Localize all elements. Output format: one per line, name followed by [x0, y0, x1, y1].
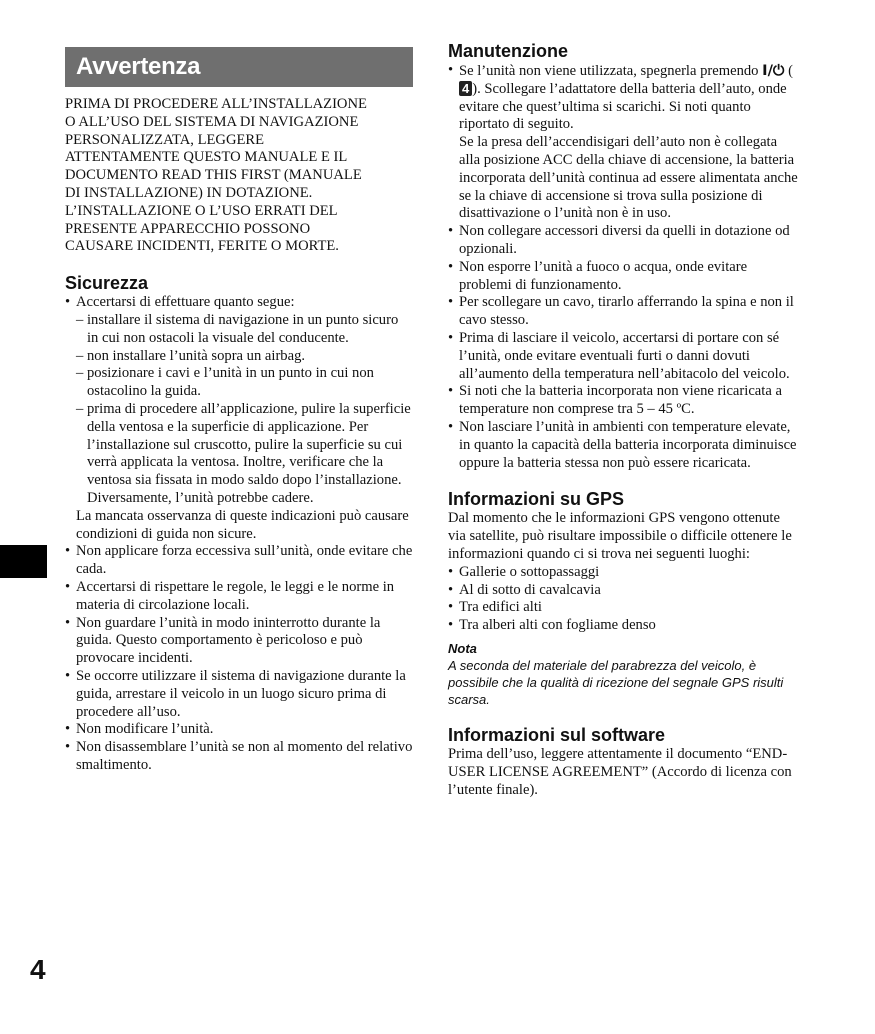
list-item: • Si noti che la batteria incorporata non viene ricaricata a temperature non comprese tra 5 – 45 ºC. [448, 383, 800, 419]
gps-intro: Dal momento che le informazioni GPS vengono ottenute via satellite, può risultare impossibile o difficile ottenere le informazioni quando ci si trova nei seguenti luoghi: [448, 510, 792, 562]
list-item: • Tra edifici alti [448, 599, 800, 617]
sub-list-item: – posizionare i cavi e l’unità in un punto in cui non ostacolino la guida. [76, 365, 413, 401]
maintenance-continuation: Se la presa dell’accendisigari dell’auto non è collegata alla posizione ACC della chiave di accensione, la batteria incorporata dell’unità continua ad essere alimentata anche se la chiave di accensione si trova sulla posizione di disattivazione o l’unità non è in uso. [459, 134, 798, 222]
list-item: • Tra alberi alti con fogliame denso [448, 617, 800, 635]
gps-heading: Informazioni su GPS [448, 489, 625, 510]
list-item: • Non applicare forza eccessiva sull’unità, onde evitare che cada. [65, 543, 413, 579]
warning-line: ATTENTAMENTE QUESTO MANUALE E IL [65, 149, 348, 166]
key-number-badge: 4 [459, 81, 472, 96]
power-button-symbol: I/⏻ [762, 62, 785, 79]
list-item: • Non disassemblare l’unità se non al momento del relativo smaltimento. [65, 739, 413, 775]
warning-line: O ALL’USO DEL SISTEMA DI NAVIGAZIONE [65, 113, 359, 130]
sub-list-item: – prima di procedere all’applicazione, pulire la superficie della ventosa e la superficie di applicazione. Per l’installazione sul cruscotto, pulire la superficie su cui verrà applicata la ventosa. Inoltre, verificare che la ventosa sia fissata in modo saldo dopo l’installazione. Diversamente, l’unità potrebbe cadere. [76, 401, 413, 508]
list-item: • Prima di lasciare il veicolo, accertarsi di portare con sé l’unità, onde evitare eventuali furti o danni dovuti all’aumento della temperatura nell’abitacolo del veicolo. [448, 330, 800, 383]
left-column [65, 40, 413, 775]
warning-line: PRESENTE APPARECCHIO POSSONO [65, 220, 311, 237]
note-label: Nota [448, 640, 477, 656]
list-item: • Non esporre l’unità a fuoco o acqua, onde evitare problemi di funzionamento. [448, 259, 800, 295]
list-item: • Per scollegare un cavo, tirarlo afferrando la spina e non il cavo stesso. [448, 294, 800, 330]
sub-list-item: – non installare l’unità sopra un airbag. [76, 348, 413, 366]
page-number: 4 [30, 954, 46, 985]
warning-line: PERSONALIZZATA, LEGGERE [65, 131, 265, 148]
maintenance-first-text-after: ). Scollegare l’adattatore della batteria dell’auto, onde evitare che quest’ultima si scarichi. Si noti quanto riportato di seguito. [459, 80, 787, 133]
note-text: A seconda del materiale del parabrezza del veicolo, è possibile che la qualità di ricezione del segnale GPS risulti scarsa. [448, 657, 784, 707]
maintenance-first-text: Se l’unità non viene utilizzata, spegnerla premendo [459, 63, 759, 79]
warning-block [65, 96, 413, 256]
maintenance-list [448, 62, 800, 472]
safety-after-sub: La mancata osservanza di queste indicazioni può causare condizioni di guida non sicure. [76, 507, 409, 542]
safety-intro: • Accertarsi di effettuare quanto segue: [76, 294, 295, 311]
list-item [65, 294, 413, 543]
warning-line: L’INSTALLAZIONE O L’USO ERRATI DEL [65, 202, 338, 219]
software-text: Prima dell’uso, leggere attentamente il documento “END-USER LICENSE AGREEMENT” (Accordo di licenza con l’utente finale). [448, 745, 792, 798]
safety-sub-list [76, 312, 413, 508]
list-item: • Se l’unità non viene utilizzata, spegnerla premendo I/⏻ (4 ). Scollegare l’adattatore della batteria dell’auto, onde evitare che quest’ultima si scarichi. Si noti quanto riportato di seguito. Se la presa dell’accendisigari dell’auto non è collegata alla posizione ACC della chiave di accensione, la batteria incorporata dell’unità continua ad essere alimentata anche se la chiave di accensione si trova sulla posizione di disattivazione o l’unità non è in uso. [448, 62, 800, 223]
safety-list [65, 294, 413, 775]
list-item: • Non guardare l’unità in modo ininterrotto durante la guida. Questo comportamento è pericoloso e può provocare incidenti. [65, 615, 413, 668]
maintenance-heading: Manutenzione [448, 41, 568, 61]
list-item: • Non modificare l’unità. [65, 721, 413, 739]
section-banner: Avvertenza [65, 47, 413, 87]
list-item: • Non lasciare l’unità in ambienti con temperature elevate, in quanto la capacità della batteria incorporata diminuisce oppure la batteria stessa non può essere ricaricata. [448, 419, 800, 472]
gps-list [448, 564, 800, 635]
list-item: • Gallerie o sottopassaggi [448, 564, 800, 582]
list-item: • Al di sotto di cavalcavia [448, 582, 800, 600]
warning-line: DOCUMENTO READ THIS FIRST (MANUALE [65, 167, 362, 184]
software-heading: Informazioni sul software [448, 724, 666, 745]
warning-line: PRIMA DI PROCEDERE ALL’INSTALLAZIONE [65, 96, 367, 112]
list-item: • Se occorre utilizzare il sistema di navigazione durante la guida, arrestare il veicolo in un luogo sicuro prima di procedere all’uso. [65, 668, 413, 721]
warning-line: DI INSTALLAZIONE) IN DOTAZIONE. [65, 184, 313, 201]
right-column [448, 40, 800, 799]
warning-line: CAUSARE INCIDENTI, FERITE O MORTE. [65, 238, 339, 255]
safety-heading: Sicurezza [65, 273, 149, 294]
list-item: • Accertarsi di rispettare le regole, le leggi e le norme in materia di circolazione locali. [65, 579, 413, 615]
sub-list-item: – installare il sistema di navigazione in un punto sicuro in cui non ostacoli la visuale del conducente. [76, 312, 413, 348]
side-tab-marker [0, 545, 47, 578]
list-item: • Non collegare accessori diversi da quelli in dotazione od opzionali. [448, 223, 800, 259]
